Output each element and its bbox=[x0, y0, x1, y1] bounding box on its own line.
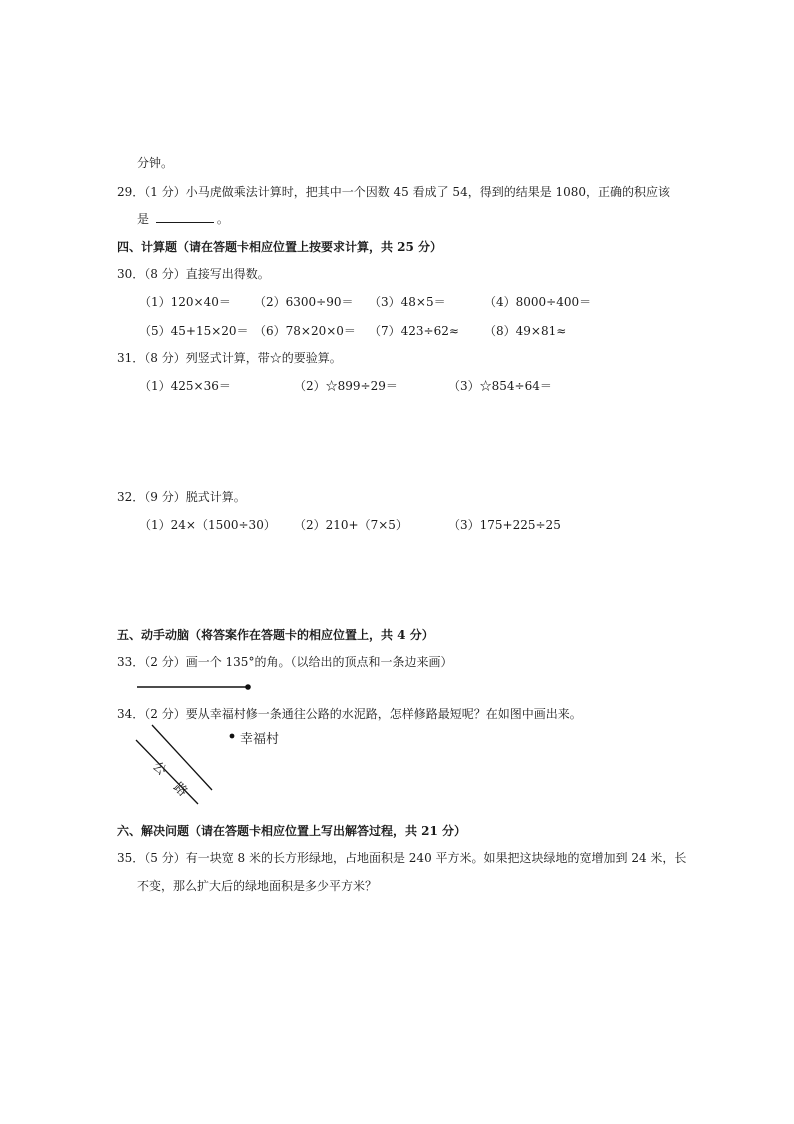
q30-item-5: （5）45+15×20＝ bbox=[139, 324, 249, 338]
q35-text-line2: 不变，那么扩大后的绿地面积是多少平方米？ bbox=[137, 879, 378, 893]
q31-item-2: （2）☆899÷29＝ bbox=[294, 379, 398, 393]
road-label-char-2: 路 bbox=[170, 780, 190, 800]
q30-title: 30．（8 分）直接写出得数。 bbox=[117, 267, 270, 281]
q29-text-line1: 29．（1 分）小马虎做乘法计算时，把其中一个因数 45 看成了 54，得到的结果是 1080，正确的积应该 bbox=[117, 185, 671, 199]
q32-item-1: （1）24×（1500÷30） bbox=[139, 518, 276, 532]
section4-heading: 四、计算题（请在答题卡相应位置上按要求计算，共 25 分） bbox=[117, 240, 443, 254]
q33-text: 33．（2 分）画一个 135°的角。（以给出的顶点和一条边来画） bbox=[117, 655, 453, 669]
q28-tail: 分钟。 bbox=[137, 156, 174, 170]
q30-item-7: （7）423÷62≈ bbox=[369, 324, 459, 338]
q30-item-8: （8）49×81≈ bbox=[484, 324, 567, 338]
q30-item-6: （6）78×20×0＝ bbox=[254, 324, 356, 338]
q32-title: 32．（9 分）脱式计算。 bbox=[117, 490, 246, 504]
q30-item-2: （2）6300÷90＝ bbox=[254, 295, 354, 309]
q34-text: 34．（2 分）要从幸福村修一条通往公路的水泥路，怎样修路最短呢？在如图中画出来。 bbox=[117, 707, 582, 721]
village-dot bbox=[230, 734, 235, 739]
q32-item-2: （2）210+（7×5） bbox=[294, 518, 408, 532]
q35-text-line1: 35．（5 分）有一块宽 8 米的长方形绿地，占地面积是 240 平方米。如果把这块绿地的宽增加到 24 米，长 bbox=[117, 851, 687, 865]
village-label: 幸福村 bbox=[240, 732, 280, 747]
angle-vertex-dot bbox=[245, 684, 251, 690]
road-label-char-1: 公 bbox=[149, 759, 169, 779]
section5-heading: 五、动手动脑（将答案作在答题卡的相应位置上，共 4 分） bbox=[117, 628, 434, 642]
section6-heading: 六、解决问题（请在答题卡相应位置上写出解答过程，共 21 分） bbox=[117, 824, 467, 838]
q31-title: 31．（8 分）列竖式计算，带☆的要验算。 bbox=[117, 351, 342, 365]
q30-item-3: （3）48×5＝ bbox=[369, 295, 446, 309]
q30-item-4: （4）8000÷400＝ bbox=[484, 295, 592, 309]
q31-item-1: （1）425×36＝ bbox=[139, 379, 231, 393]
q30-item-1: （1）120×40＝ bbox=[139, 295, 231, 309]
q31-item-3: （3）☆854÷64＝ bbox=[448, 379, 552, 393]
q29-prefix: 是 bbox=[137, 212, 150, 226]
q29-suffix: 。 bbox=[216, 212, 229, 226]
q32-item-3: （3）175+225÷25 bbox=[448, 518, 561, 532]
given-angle-ray bbox=[137, 684, 251, 690]
